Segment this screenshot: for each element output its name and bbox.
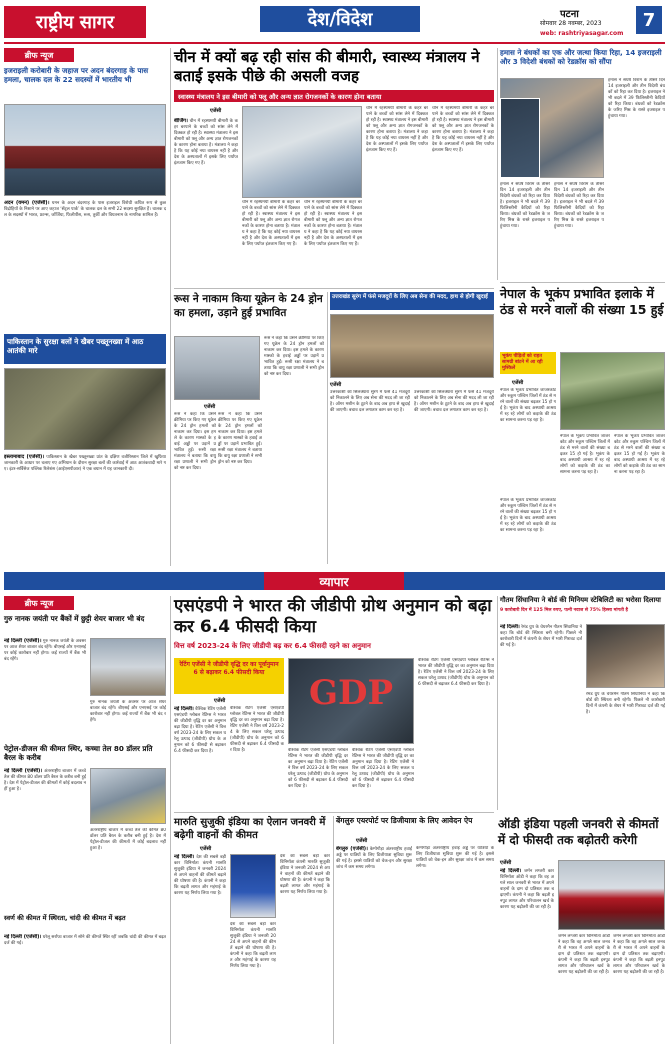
hamas-body-1: हमास ने संघर्ष विराम के तीसरे दिन 14 इजराइली और तीन विदेशी बंधकों को रिहा कर दिया है। इजराइल ने भी बदले में 39 फिलिस्तीनी कैदियों को रिहा किया। बंधकों को रेडक्रॉस के जरिए मिस्र के रास्ते इजराइल पहुंचाया गया। [608,78,665,119]
biz-brief1-body: नई दिल्ली (एजेंसी)। गुरु नानक जयंती के अवसर पर आज शेयर बाजार बंद रहेंगे। बीएसई और एनएसई पर कोई कारोबार नहीं होगा। कई राज्यों में बैंक भी बंद रहेंगे। [4,638,86,662]
china-body-4: चीन में रहस्यमयी बीमारी के कहर बरपाने के बच्चों को सांस लेने में दिक्कत हो रही है। स्वास्थ्य मंत्रालय ने इस बीमारी को फ्लू और अन्य ज्ञात रोगजनकों के कारण होना बताया है। मंत्रालय ने कहा है कि यह कोई नया वायरस नहीं है और देश के अस्पतालों में इसके लिए पर्याप्त इंतजाम किए गए हैं। [366,106,428,153]
gdp-body-1: नई दिल्ली। वैश्विक रेटिंग एजेंसी एसएंडपी ग्लोबल रेटिंग्स ने भारत की जीडीपी वृद्धि दर का अनुमान बढ़ा दिया है। रेटिंग एजेंसी ने वित्त वर्ष 2023-24 के लिए सकल घरेलू उत्पाद (जीडीपी) ग्रोथ के अनुमान को 6 फीसदी से बढ़ाकर 6.4 फीसदी कर दिया है। [174,706,226,754]
gdp-pullquote: रेटिंग एजेंसी ने जीडीपी वृद्धि दर का पूर्वानुमान 6 से बढ़ाकर 6.4 फीसदी किया [174,658,284,694]
hamas-body-2: हमास ने संघर्ष विराम के तीसरे दिन 14 इजराइली और तीन विदेशी बंधकों को रिहा कर दिया है। इजराइल ने भी बदले में 39 फिलिस्तीनी कैदियों को रिहा किया। बंधकों को रेडक्रॉस के जरिए मिस्र के रास्ते इजराइल पहुंचाया गया। [500,182,550,229]
gdp-body-3: वैश्विक रेटिंग एजेंसी एसएंडपी ग्लोबल रेटिंग्स ने भारत की जीडीपी वृद्धि दर का अनुमान बढ़ा दिया है। रेटिंग एजेंसी ने वित्त वर्ष 2023-24 के लिए सकल घरेलू उत्पाद (जीडीपी) ग्रोथ के अनुमान को 6 फीसदी से बढ़ाकर 6.4 फीसदी कर दिया है। [288,748,348,789]
biz-brief3-headline: स्वर्ण की कीमत में स्थिरता, चांदी की कीमत में बढ़त [4,914,126,922]
russia-headline: रूस ने नाकाम किया यूक्रेन के 24 ड्रोन का हमला, उड़ाने हुई प्रभावित [174,293,323,319]
business-brief-column [4,596,166,1044]
russia-body-1: रूस ने कहा कि उसने क्रीमिया पर किए गए यूक्रेन के 24 ड्रोन हमलों को नाकाम कर दिया। इस हमले के कारण मास्को के हवाई अड्डों पर उड़ानें प्रभावित हुईं। रूसी रक्षा मंत्रालय ने बताया कि वायु रक्षा प्रणाली ने सभी ड्रोन को नष्ट कर दिया। [264,336,324,377]
ship-photo [4,104,166,196]
brief1-body: अदन (यमन) (एजेंसी)। यमन के अदन बंदरगाह के पास इजराइल विरोधी कथित रूप से कुछ विद्रोहियों के निशाने पर आए जहाज ‘सेंट्रल पार्क’ के चालक दल के सभी 22 सदस्य सुरक्षित हैं। चालक दल के सदस्यों में भारत, फ्रान्स, जॉर्जिया, फिलीपींस, रूस, तुर्की और वियतनाम के नागरिक शामिल हैं। [4,200,166,218]
bengaluru-headline: बेंगलुरु एयरपोर्ट पर डिजीयात्रा के लिए आवेदन ऐप [336,816,473,825]
nepal-body-2: नेपाल के भूकंप प्रभावित जाजरकोट और रुकुम पश्चिम जिलों में ठंड से मरने वालों की संख्या बढ़कर 15 हो गई है। भूकंप के बाद अस्थायी आश्रय में रह रहे लोगों को कड़ाके की ठंड का सामना करना पड़ रहा है। [560,434,610,475]
singhania-body-1: नई दिल्ली। रेमंड ग्रुप के चेयरमैन गौतम सिंघानिया ने कहा कि बोर्ड की स्थिरता बनी रहेगी। पिछले नौ कारोबारी दिनों में कंपनी के शेयर में भारी गिरावट दर्ज की गई है। [500,624,582,648]
tunnel-photo [330,314,494,378]
russia-agency: एजेंसी [204,404,216,410]
section-title: देश/विदेश [260,6,420,32]
china-headline: चीन में क्यों बढ़ रही सांस की बीमारी, स्वास्थ्य मंत्रालय ने बताई इसके पीछे की असली वजह [174,48,480,85]
tunnel-body-1: उत्तरकाशी की सिलक्यारा सुरंग में फंसे 41 मजदूरों को निकालने के लिए अब सेना की मदद ली जा रही है। ऑगर मशीन के टूटने के बाद अब हाथ से खुदाई की जाएगी। बचाव दल लगातार काम कर रहा है। [330,390,410,413]
biz-brief2-body-2: अंतरराष्ट्रीय बाजार में कच्चे तेल की कीमत 80 डॉलर प्रति बैरल के करीब बनी हुई है। देश में पेट्रोल-डीजल की कीमतों में कोई बदलाव नहीं हुआ है। [90,828,166,851]
page-number: 7 [636,6,662,34]
business-label: व्यापार [264,572,404,590]
audi-car-photo [558,860,665,930]
biz-brief2-body: नई दिल्ली (एजेंसी)। अंतरराष्ट्रीय बाजार में कच्चे तेल की कीमत 80 डॉलर प्रति बैरल के करीब बनी हुई है। देश में पेट्रोल-डीजल की कीमतों में कोई बदलाव नहीं हुआ है। [4,768,86,792]
nepal-body-4: नेपाल के भूकंप प्रभावित जाजरकोट और रुकुम पश्चिम जिलों में ठंड से मरने वालों की संख्या बढ़कर 15 हो गई है। भूकंप के बाद अस्थायी आश्रय में रह रहे लोगों को कड़ाके की ठंड का सामना करना पड़ रहा है। [500,498,556,533]
brand-logo: राष्ट्रीय सागर [4,6,146,38]
gdp-graphic-text: GDP [309,673,394,713]
brief2-body: इस्लामाबाद (एजेंसी)। पाकिस्तान के खैबर पख्तूनख्वा प्रांत के दक्षिण वजीरिस्तान जिले में खुफिया जानकारी के आधार पर चलाए गए अभियान के दौरान सुरक्षा बलों की कार्रवाई में आठ आतंकवादी मारे गए। इंटर-सर्विसेज पब्लिक रिलेशंस (आईएसपीआर) ने एक बयान में यह जानकारी दी। [4,454,166,472]
china-body-2: चीन में रहस्यमयी बीमारी के कहर बरपाने के बच्चों को सांस लेने में दिक्कत हो रही है। स्वास्थ्य मंत्रालय ने इस बीमारी को फ्लू और अन्य ज्ञात रोगजनकों के कारण होना बताया है। मंत्रालय ने कहा है कि यह कोई नया वायरस नहीं है और देश के अस्पतालों में इसके लिए पर्याप्त इंतजाम किए गए हैं। [242,200,300,247]
gdp-story [174,596,494,810]
audi-body-1: नई दिल्ली। जर्मन लग्जरी कार विनिर्माता ऑडी ने कहा कि वह अगले साल जनवरी से भारत में अपने वाहनों के दाम दो प्रतिशत तक बढ़ाएगी। कंपनी ने कहा कि बढ़ती इनपुट लागत और परिचालन खर्च के कारण यह बढ़ोतरी की जा रही है। [500,868,554,910]
nepal-camp-photo [560,352,665,430]
masthead-city: पटना [560,9,579,20]
audi-headline: ऑडी इंडिया पहली जनवरी से कीमतों में दो फीसदी तक बढ़ोतरी करेगी [498,817,659,847]
hamas-headline: हमास ने बंधकों का एक और जत्था किया रिहा, 14 इजराइली और 3 विदेशी बंधकों को रेडक्रॉस को सौंपा [500,48,662,66]
biz-brief-label: ब्रीफ न्यूज [4,596,74,610]
bengaluru-agency: एजेंसी [356,838,368,844]
china-body-1: बीजिंग। चीन में रहस्यमयी बीमारी के कहर बरपाने के बच्चों को सांस लेने में दिक्कत हो रही है। स्वास्थ्य मंत्रालय ने इस बीमारी को फ्लू और अन्य ज्ञात रोगजनकों के कारण होना बताया है। मंत्रालय ने कहा है कि यह कोई नया वायरस नहीं है और देश के अस्पतालों में इसके लिए पर्याप्त इंतजाम किए गए हैं। [174,118,238,166]
china-agency: एजेंसी [210,108,222,114]
gdp-deck: वित्त वर्ष 2023-24 के लिए जीडीपी बढ़ कर 6.4 फीसदी रहने का अनुमान [174,642,371,650]
gdp-graphic [288,658,414,744]
bank-photo [90,638,166,696]
tunnel-headline: उत्तराखंड सुरंग में फंसे मजदूरों के लिए अब सेना की मदद, हाथ से होगी खुदाई [330,292,494,310]
maruti-headline: मारुति सुजुकी इंडिया का ऐलान जनवरी में बढ़ेगी वाहनों की कीमत [174,817,326,841]
singhania-photo [586,624,665,688]
china-body-5: चीन में रहस्यमयी बीमारी के कहर बरपाने के बच्चों को सांस लेने में दिक्कत हो रही है। स्वास्थ्य मंत्रालय ने इस बीमारी को फ्लू और अन्य ज्ञात रोगजनकों के कारण होना बताया है। मंत्रालय ने कहा है कि यह कोई नया वायरस नहीं है और देश के अस्पतालों में इसके लिए पर्याप्त इंतजाम किए गए हैं। [432,106,494,153]
biz-brief3-body: नई दिल्ली (एजेंसी)। घरेलू सर्राफा बाजार में सोने की कीमतें स्थिर रहीं जबकि चांदी की कीमत में बढ़त दर्ज की गई। [4,934,166,946]
nepal-headline: नेपाल के भूकंप प्रभावित इलाके में ठंड से मरने वालों की संख्या 15 हुई [500,286,664,317]
russia-story [174,292,324,566]
russia-body-3: रूस ने कहा कि उसने क्रीमिया पर किए गए यूक्रेन के 24 ड्रोन हमलों को नाकाम कर दिया। इस हमले के कारण मास्को के हवाई अड्डों पर उड़ानें प्रभावित हुईं। रूसी रक्षा मंत्रालय ने बताया कि वायु रक्षा प्रणाली ने सभी ड्रोन को नष्ट कर दिया। [218,412,262,465]
maruti-body-1: नई दिल्ली। देश की सबसे बड़ी कार विनिर्माता कंपनी मारुति सुजुकी इंडिया ने जनवरी 2024 से अपने वाहनों की कीमतें बढ़ाने की घोषणा की है। कंपनी ने कहा कि बढ़ती लागत और महंगाई के कारण यह निर्णय लिया गया है। [174,854,226,896]
maruti-body-3: देश की सबसे बड़ी कार विनिर्माता कंपनी मारुति सुजुकी इंडिया ने जनवरी 2024 से अपने वाहनों की कीमतें बढ़ाने की घोषणा की है। कंपनी ने कहा कि बढ़ती लागत और महंगाई के कारण यह निर्णय लिया गया है। [280,854,330,895]
china-story [174,48,494,286]
drone-photo [174,336,260,400]
brief1-headline: इजराइली करोबारी के जहाज पर अदन बंदरगाह के पास हमला, चालक दल के 22 सदस्यों में भारतीय भी [4,66,149,84]
masthead-date: सोमवार 28 नवम्बर, 2023 [540,20,602,27]
business-section-bar [4,572,665,590]
soldiers-photo [4,368,166,450]
masthead-web: web: rashtriyasagar.com [540,30,624,37]
nepal-body-3: नेपाल के भूकंप प्रभावित जाजरकोट और रुकुम पश्चिम जिलों में ठंड से मरने वालों की संख्या बढ़कर 15 हो गई है। भूकंप के बाद अस्थायी आश्रय में रह रहे लोगों को कड़ाके की ठंड का सामना करना पड़ रहा है। [614,434,665,475]
hamas-body-3: हमास ने संघर्ष विराम के तीसरे दिन 14 इजराइली और तीन विदेशी बंधकों को रिहा कर दिया है। इजराइल ने भी बदले में 39 फिलिस्तीनी कैदियों को रिहा किया। बंधकों को रेडक्रॉस के जरिए मिस्र के रास्ते इजराइल पहुंचाया गया। [554,182,604,229]
nepal-story [500,286,665,566]
brief2-headline: पाकिस्तान के सुरक्षा बलों ने खैबर पख्तूनख्वा में आठ आतंकी मारे [4,334,166,364]
gdp-body-5: वैश्विक रेटिंग एजेंसी एसएंडपी ग्लोबल रेटिंग्स ने भारत की जीडीपी वृद्धि दर का अनुमान बढ़ा दिया है। रेटिंग एजेंसी ने वित्त वर्ष 2023-24 के लिए सकल घरेलू उत्पाद (जीडीपी) ग्रोथ के अनुमान को 6 फीसदी से बढ़ाकर 6.4 फीसदी कर दिया है। [418,658,494,687]
china-deck: स्वास्थ्य मंत्रालय ने इस बीमारी को फ्लू और अन्य ज्ञात रोगजनकों के कारण होना बताया [174,90,494,102]
nepal-caption: भूकंप पीड़ितों को राहत सामग्री बांटने में आ रही मुश्किलें [500,352,556,374]
singhania-headline: गौतम सिंघानिया ने बोर्ड की मिनियम स्टेबिलिटी का भरोसा दिलाया [500,596,661,604]
hostage-photo-2 [500,98,540,178]
singhania-body-2: रेमंड ग्रुप के चेयरमैन गौतम सिंघानिया ने कहा कि बोर्ड की स्थिरता बनी रहेगी। पिछले नौ कारोबारी दिनों में कंपनी के शेयर में भारी गिरावट दर्ज की गई है। [586,692,665,715]
singhania-subhead: 9 कारोबारी दिन में 125 मिल रुपए, पत्नी नवाज से 75% हिस्सा मांगती है [500,608,628,613]
bengaluru-story [336,816,494,1044]
nepal-agency: एजेंसी [512,380,524,386]
audi-agency: एजेंसी [500,860,512,866]
biz-brief1-headline: गुरु नानक जयंती पर बैंकों में छुट्टी शेयर बाजार भी बंद [4,614,145,623]
gdp-headline: एसएंडपी ने भारत की जीडीपी ग्रोथ अनुमान को बढ़ा कर 6.4 फीसदी किया [174,596,492,637]
audi-story [500,816,665,1044]
audi-body-2: जर्मन लग्जरी कार विनिर्माता ऑडी ने कहा कि वह अगले साल जनवरी से भारत में अपने वाहनों के दाम दो प्रतिशत तक बढ़ाएगी। कंपनी ने कहा कि बढ़ती इनपुट लागत और परिचालन खर्च के कारण यह बढ़ोतरी की जा रही है। [558,934,610,975]
masthead [0,0,669,46]
brief-news-label: ब्रीफ न्यूज [4,48,74,62]
bengaluru-body-1: बेंगलुरु (एजेंसी)। केम्पेगौड़ा अंतरराष्ट्रीय हवाई अड्डे पर यात्रियों के लिए डिजीयात्रा सुविधा शुरू की गई है। इससे यात्रियों को चेक-इन और सुरक्षा जांच में कम समय लगेगा। [336,846,412,870]
fuel-photo [90,768,166,824]
maruti-agency: एजेंसी [200,846,212,852]
maruti-photo [230,854,276,918]
singhania-story [500,596,665,810]
tunnel-agency: एजेंसी [330,382,342,388]
audi-body-3: जर्मन लग्जरी कार विनिर्माता ऑडी ने कहा कि वह अगले साल जनवरी से भारत में अपने वाहनों के दाम दो प्रतिशत तक बढ़ाएगी। कंपनी ने कहा कि बढ़ती इनपुट लागत और परिचालन खर्च के कारण यह बढ़ोतरी की जा रही है। [613,934,665,975]
nepal-body-1: नेपाल के भूकंप प्रभावित जाजरकोट और रुकुम पश्चिम जिलों में ठंड से मरने वालों की संख्या बढ़कर 15 हो गई है। भूकंप के बाद अस्थायी आश्रय में रह रहे लोगों को कड़ाके की ठंड का सामना करना पड़ रहा है। [500,388,556,423]
tunnel-body-2: उत्तरकाशी की सिलक्यारा सुरंग में फंसे 41 मजदूरों को निकालने के लिए अब सेना की मदद ली जा रही है। ऑगर मशीन के टूटने के बाद अब हाथ से खुदाई की जाएगी। बचाव दल लगातार काम कर रहा है। [414,390,494,413]
child-hospital-photo [242,106,362,198]
russia-body-2: रूस ने कहा कि उसने क्रीमिया पर किए गए यूक्रेन के 24 ड्रोन हमलों को नाकाम कर दिया। इस हमले के कारण मास्को के हवाई अड्डों पर उड़ानें प्रभावित हुईं। रूसी रक्षा मंत्रालय ने बताया कि वायु रक्षा प्रणाली ने सभी ड्रोन को नष्ट कर दिया। [174,412,216,471]
maruti-body-2: देश की सबसे बड़ी कार विनिर्माता कंपनी मारुति सुजुकी इंडिया ने जनवरी 2024 से अपने वाहनों की कीमतें बढ़ाने की घोषणा की है। कंपनी ने कहा कि बढ़ती लागत और महंगाई के कारण यह निर्णय लिया गया है। [230,922,276,969]
biz-brief2-headline: पेट्रोल-डीजल की कीमत स्थिर, कच्चा तेल 80 डॉलर प्रति बैरल के करीब [4,744,153,762]
hamas-story [500,48,665,280]
china-body-3: चीन में रहस्यमयी बीमारी के कहर बरपाने के बच्चों को सांस लेने में दिक्कत हो रही है। स्वास्थ्य मंत्रालय ने इस बीमारी को फ्लू और अन्य ज्ञात रोगजनकों के कारण होना बताया है। मंत्रालय ने कहा है कि यह कोई नया वायरस नहीं है और देश के अस्पतालों में इसके लिए पर्याप्त इंतजाम किए गए हैं। [304,200,362,247]
gdp-body-4: वैश्विक रेटिंग एजेंसी एसएंडपी ग्लोबल रेटिंग्स ने भारत की जीडीपी वृद्धि दर का अनुमान बढ़ा दिया है। रेटिंग एजेंसी ने वित्त वर्ष 2023-24 के लिए सकल घरेलू उत्पाद (जीडीपी) ग्रोथ के अनुमान को 6 फीसदी से बढ़ाकर 6.4 फीसदी कर दिया है। [352,748,414,789]
left-brief-column [4,48,166,564]
gdp-agency: एजेंसी [214,698,226,704]
bengaluru-body-2: केम्पेगौड़ा अंतरराष्ट्रीय हवाई अड्डे पर यात्रियों के लिए डिजीयात्रा सुविधा शुरू की गई है। इससे यात्रियों को चेक-इन और सुरक्षा जांच में कम समय लगेगा। [416,846,494,869]
tunnel-story [330,292,494,566]
biz-brief1-body-2: गुरु नानक जयंती के अवसर पर आज शेयर बाजार बंद रहेंगे। बीएसई और एनएसई पर कोई कारोबार नहीं होगा। कई राज्यों में बैंक भी बंद रहेंगे। [90,700,166,723]
gdp-body-2: वैश्विक रेटिंग एजेंसी एसएंडपी ग्लोबल रेटिंग्स ने भारत की जीडीपी वृद्धि दर का अनुमान बढ़ा दिया है। रेटिंग एजेंसी ने वित्त वर्ष 2023-24 के लिए सकल घरेलू उत्पाद (जीडीपी) ग्रोथ के अनुमान को 6 फीसदी से बढ़ाकर 6.4 फीसदी कर दिया है। [230,706,284,753]
maruti-story [174,816,330,1044]
